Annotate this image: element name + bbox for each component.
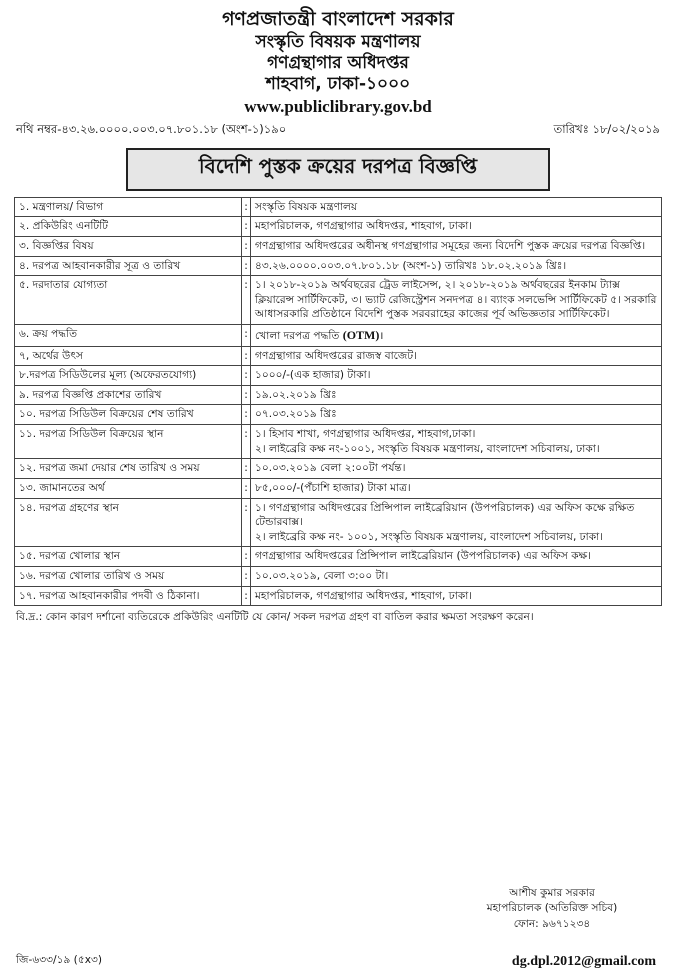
table-row	[15, 217, 662, 237]
row-value-text: ১। গণগ্রন্থাগার অধিদপ্তরের প্রিন্সিপাল লাইব্রেরিয়ান (উপপরিচালক) এর অফিস কক্ষে রক্ষিত টেন্ডারবাক্স।	[255, 501, 635, 529]
letterhead	[14, 8, 662, 117]
memo-number: নথি নম্বর-৪৩.২৬.০০০০.০০৩.০৭.৮০১.১৮ (অংশ-১)১৯০	[16, 121, 287, 136]
row-label: ২. প্রকিউরিং এনটিটি	[15, 217, 242, 237]
row-value-end: ।	[379, 330, 384, 343]
row-value	[251, 256, 662, 276]
row-value	[251, 385, 662, 405]
row-separator: :	[242, 478, 251, 498]
row-value-text: ১০০০/-(এক হাজার) টাকা।	[255, 369, 371, 382]
row-label: ১৩. জামানতের অর্থ	[15, 478, 242, 498]
table-row	[15, 346, 662, 366]
row-label: ৭, অর্থের উৎস	[15, 346, 242, 366]
table-row	[15, 325, 662, 347]
row-value	[251, 586, 662, 606]
table-row	[15, 276, 662, 325]
row-value-text: গণগ্রন্থাগার অধিদপ্তরের অধীনস্থ গণগ্রন্থাগার সমূহের জন্য বিদেশি পুস্তক ক্রয়ের দরপত্র বিজ্ঞপ্তি।	[255, 239, 646, 252]
table-row	[15, 459, 662, 479]
row-value	[251, 325, 662, 347]
row-separator: :	[242, 366, 251, 386]
row-value-text: সংস্কৃতি বিষয়ক মন্ত্রণালয়	[255, 200, 358, 213]
office-address: শাহবাগ, ঢাকা-১০০০	[265, 74, 411, 95]
table-row	[15, 236, 662, 256]
tender-details-table	[14, 197, 662, 606]
disclaimer-note: বি.দ্র.: কোন কারণ দর্শানো ব্যতিরেকে প্রকিউরিং এনটিটি যে কোন/ সকল দরপত্র গ্রহণ বা বাতিল করার ক্ষমতা সংরক্ষণ করেন।	[16, 611, 534, 624]
row-label: ৩. বিজ্ঞপ্তির বিষয়	[15, 236, 242, 256]
row-separator: :	[242, 325, 251, 347]
row-value	[251, 498, 662, 547]
row-value	[251, 478, 662, 498]
row-value-text: ১৯.০২.২০১৯ খ্রিঃ	[255, 388, 337, 401]
row-value-text: ১। হিসাব শাখা, গণগ্রন্থাগার অধিদপ্তর, শাহবাগ,ঢাকা।	[255, 428, 476, 441]
table-row	[15, 478, 662, 498]
row-separator: :	[242, 547, 251, 567]
row-separator: :	[242, 459, 251, 479]
table-row	[15, 498, 662, 547]
signatory-name: আশীষ কুমার সরকার	[509, 887, 595, 899]
table-row	[15, 566, 662, 586]
row-value	[251, 236, 662, 256]
contact-email[interactable]: dg.dpl.2012@gmail.com	[511, 954, 656, 969]
row-label: ১৫. দরপত্র খোলার স্থান	[15, 547, 242, 567]
row-value-bold: (OTM)	[342, 328, 380, 343]
row-value	[251, 346, 662, 366]
table-row	[15, 197, 662, 217]
row-value-text: ৮৫,০০০/-(পঁচাশি হাজার) টাকা মাত্র।	[255, 481, 411, 494]
row-value-text: গণগ্রন্থাগার অধিদপ্তরের প্রিন্সিপাল লাইব্রেরিয়ান (উপপরিচালক) এর অফিস কক্ষ।	[255, 550, 592, 563]
memo-date: তারিখঃ ১৮/০২/২০১৯	[553, 121, 660, 136]
row-label: ১. মন্ত্রণালয়/ বিভাগ	[15, 197, 242, 217]
row-separator: :	[242, 425, 251, 459]
row-value-text: ৪৩.২৬.০০০০.০০৩.০৭.৮০১.১৮ (অংশ-১) তারিখঃ ১৮.০২.২০১৯ খ্রিঃ।	[255, 259, 567, 272]
row-label: ১৪. দরপত্র গ্রহণের স্থান	[15, 498, 242, 547]
row-value-text: গণগ্রন্থাগার অধিদপ্তরের রাজস্ব বাজেট।	[255, 349, 417, 362]
row-separator: :	[242, 346, 251, 366]
footer	[16, 953, 656, 970]
row-separator: :	[242, 405, 251, 425]
row-label: ৬. ক্রয় পদ্ধতি	[15, 325, 242, 347]
row-label: ৪. দরপত্র আহবানকারীর সূত্র ও তারিখ	[15, 256, 242, 276]
row-label: ১১. দরপত্র সিডিউল বিক্রয়ের স্থান	[15, 425, 242, 459]
row-value	[251, 547, 662, 567]
row-value-text: ১। ২০১৮-২০১৯ অর্থবছরের ট্রেড লাইসেন্স, ২। ২০১৮-২০১৯ অর্থবছরের ইনকাম ট্যাক্স ক্লিয়ারেন্স সার্টিফিকেট, ৩। ভ্যাট রেজিস্ট্রেশন সনদপত্র ৪। ব্যাংক সলভেন্সি সার্টিফিকেট ৫। সরকারি আধাসরকারি প্রতিষ্ঠানে বিদেশি পুস্তক সরবরাহের কাজের পূর্ব অভিজ্ঞতার সার্টিফিকেট।	[255, 279, 657, 321]
row-separator: :	[242, 566, 251, 586]
row-separator: :	[242, 256, 251, 276]
table-row	[15, 425, 662, 459]
row-label: ৮.দরপত্র সিডিউলের মূল্য (অফেরতযোগ্য)	[15, 366, 242, 386]
row-separator: :	[242, 236, 251, 256]
table-row	[15, 547, 662, 567]
row-label: ১৭. দরপত্র আহবানকারীর পদবী ও ঠিকানা।	[15, 586, 242, 606]
row-value-text: ১০.০৩.২০১৯ বেলা ২:০০টা পর্যন্ত।	[255, 462, 406, 475]
row-value	[251, 459, 662, 479]
row-value-text: ১০.০৩.২০১৯, বেলা ৩:০০ টা।	[255, 569, 389, 582]
signatory-phone: ফোন: ৯৬৭১২৩৪	[513, 917, 591, 930]
row-value	[251, 405, 662, 425]
row-label: ১০. দরপত্র সিডিউল বিক্রয়ের শেষ তারিখ	[15, 405, 242, 425]
tender-notice-page	[14, 8, 662, 970]
row-label: ১২. দরপত্র জমা দেয়ার শেষ তারিখ ও সময়	[15, 459, 242, 479]
signature-block	[452, 886, 652, 932]
reference-row	[14, 121, 662, 140]
row-value	[251, 566, 662, 586]
row-value-text: মহাপরিচালক, গণগ্রন্থাগার অধিদপ্তর, শাহবাগ, ঢাকা।	[255, 220, 473, 233]
signatory-designation: মহাপরিচালক (অতিরিক্ত সচিব)	[486, 902, 618, 915]
row-value	[251, 276, 662, 325]
table-row	[15, 405, 662, 425]
table-row	[15, 385, 662, 405]
row-value	[251, 366, 662, 386]
row-separator: :	[242, 498, 251, 547]
row-value-second-line: ২। লাইব্রেরি কক্ষ নং-১০০১, সংস্কৃতি বিষয়ক মন্ত্রণালয়, বাংলাদেশ সচিবালয়, ঢাকা।	[255, 442, 600, 455]
row-separator: :	[242, 217, 251, 237]
row-value-second-line: ২। লাইব্রেরি কক্ষ নং- ১০০১, সংস্কৃতি বিষয়ক মন্ত্রণালয়, বাংলাদেশ সচিবালয়, ঢাকা।	[255, 530, 604, 543]
row-separator: :	[242, 276, 251, 325]
website-link[interactable]: www.publiclibrary.gov.bd	[244, 96, 432, 116]
ministry-name: সংস্কৃতি বিষয়ক মন্ত্রণালয়	[255, 31, 421, 52]
row-value-text: ০৭.০৩.২০১৯ খ্রিঃ	[255, 408, 337, 421]
table-row	[15, 586, 662, 606]
department-name: গণগ্রন্থাগার অধিদপ্তর	[267, 53, 409, 73]
row-separator: :	[242, 586, 251, 606]
row-value-text: খোলা দরপত্র পদ্ধতি	[255, 330, 340, 343]
notice-title: বিদেশি পুস্তক ক্রয়ের দরপত্র বিজ্ঞপ্তি	[126, 148, 550, 191]
publication-code: জি-৬৩৩/১৯ (৫x৩)	[16, 954, 102, 966]
row-separator: :	[242, 385, 251, 405]
table-row	[15, 256, 662, 276]
row-label: ১৬. দরপত্র খোলার তারিখ ও সময়	[15, 566, 242, 586]
row-value	[251, 197, 662, 217]
row-value	[251, 217, 662, 237]
row-value-text: মহাপরিচালক, গণগ্রন্থাগার অধিদপ্তর, শাহবাগ, ঢাকা।	[255, 589, 473, 602]
table-row	[15, 366, 662, 386]
row-label: ৯. দরপত্র বিজ্ঞপ্তি প্রকাশের তারিখ	[15, 385, 242, 405]
row-separator: :	[242, 197, 251, 217]
row-value	[251, 425, 662, 459]
row-label: ৫. দরদাতার যোগ্যতা	[15, 276, 242, 325]
government-name: গণপ্রজাতন্ত্রী বাংলাদেশ সরকার	[222, 8, 454, 30]
